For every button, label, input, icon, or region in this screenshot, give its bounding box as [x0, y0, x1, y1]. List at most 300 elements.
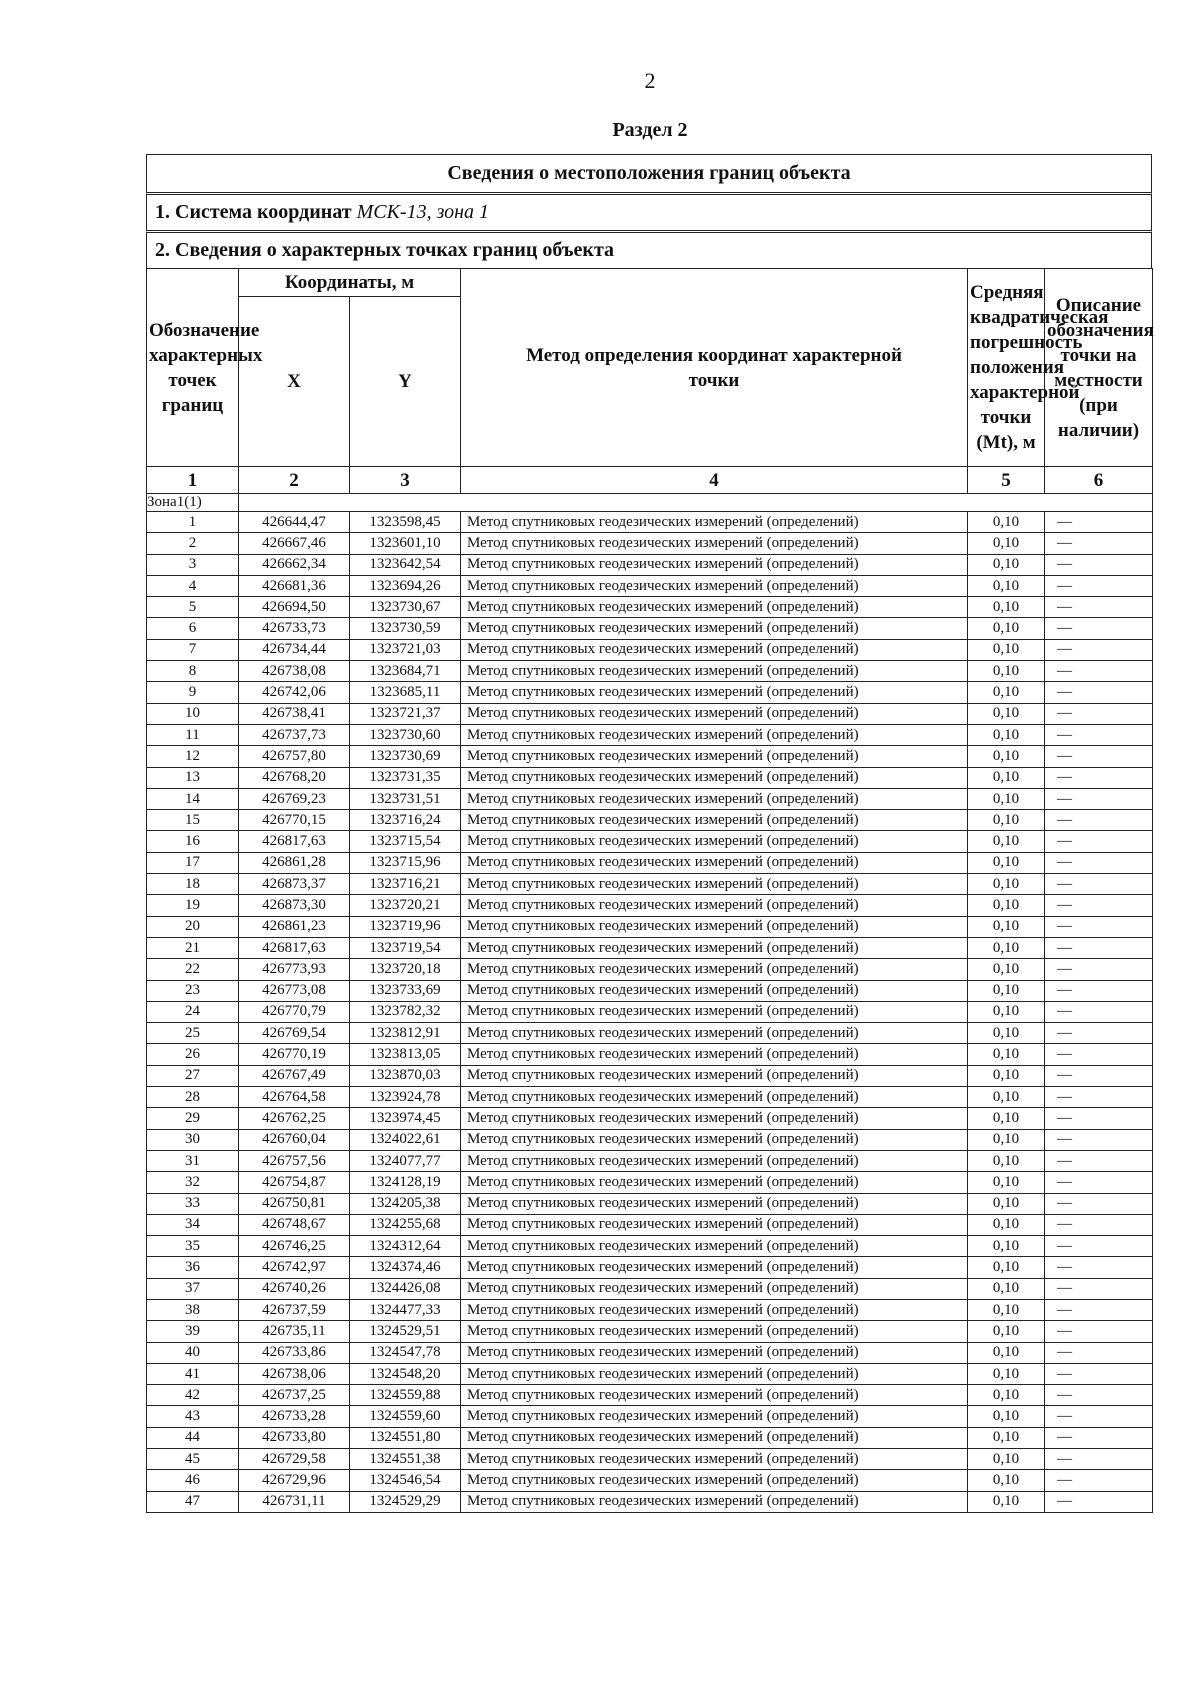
description-cell: —: [1045, 1342, 1153, 1363]
coord-x: 426754,87: [239, 1172, 350, 1193]
accuracy-cell: 0,10: [968, 788, 1045, 809]
column-number: 4: [461, 467, 968, 494]
point-number: 2: [147, 533, 239, 554]
method-cell: Метод спутниковых геодезических измерений (определений): [461, 1406, 968, 1427]
header-method: Метод определения координат характерной точки: [461, 269, 968, 467]
accuracy-cell: 0,10: [968, 1470, 1045, 1491]
description-cell: —: [1045, 1257, 1153, 1278]
description-cell: —: [1045, 1108, 1153, 1129]
method-cell: Метод спутниковых геодезических измерений (определений): [461, 767, 968, 788]
accuracy-cell: 0,10: [968, 895, 1045, 916]
coord-x: 426873,37: [239, 874, 350, 895]
method-cell: Метод спутниковых геодезических измерений (определений): [461, 852, 968, 873]
coord-x: 426748,67: [239, 1214, 350, 1235]
coord-y: 1323720,21: [350, 895, 461, 916]
description-cell: —: [1045, 1278, 1153, 1299]
method-cell: Метод спутниковых геодезических измерений (определений): [461, 512, 968, 533]
method-cell: Метод спутниковых геодезических измерений (определений): [461, 788, 968, 809]
description-cell: —: [1045, 916, 1153, 937]
coord-y: 1323685,11: [350, 682, 461, 703]
coord-x: 426731,11: [239, 1491, 350, 1512]
description-cell: —: [1045, 810, 1153, 831]
method-cell: Метод спутниковых геодезических измерений (определений): [461, 1299, 968, 1320]
coord-x: 426770,79: [239, 1001, 350, 1022]
description-cell: —: [1045, 1087, 1153, 1108]
method-cell: Метод спутниковых геодезических измерений (определений): [461, 1214, 968, 1235]
table-row: [147, 639, 1153, 660]
description-cell: —: [1045, 618, 1153, 639]
accuracy-cell: 0,10: [968, 1044, 1045, 1065]
accuracy-cell: 0,10: [968, 703, 1045, 724]
table-row: [147, 1065, 1153, 1086]
point-number: 27: [147, 1065, 239, 1086]
coord-y: 1323924,78: [350, 1087, 461, 1108]
accuracy-cell: 0,10: [968, 618, 1045, 639]
point-number: 25: [147, 1023, 239, 1044]
coord-y: 1323598,45: [350, 512, 461, 533]
coord-y: 1323715,54: [350, 831, 461, 852]
point-number: 43: [147, 1406, 239, 1427]
description-cell: —: [1045, 1129, 1153, 1150]
description-cell: —: [1045, 554, 1153, 575]
coord-x: 426733,28: [239, 1406, 350, 1427]
point-number: 44: [147, 1427, 239, 1448]
coord-x: 426667,46: [239, 533, 350, 554]
coord-y: 1324559,88: [350, 1385, 461, 1406]
point-number: 3: [147, 554, 239, 575]
coord-x: 426737,25: [239, 1385, 350, 1406]
coord-y: 1324205,38: [350, 1193, 461, 1214]
description-cell: —: [1045, 1427, 1153, 1448]
table-row: [147, 1193, 1153, 1214]
table-row: [147, 937, 1153, 958]
table-row: [147, 575, 1153, 596]
description-cell: —: [1045, 1001, 1153, 1022]
coord-y: 1323730,59: [350, 618, 461, 639]
column-number: 3: [350, 467, 461, 494]
description-cell: —: [1045, 980, 1153, 1001]
point-number: 9: [147, 682, 239, 703]
coord-x: 426737,73: [239, 724, 350, 745]
method-cell: Метод спутниковых геодезических измерений (определений): [461, 959, 968, 980]
coord-y: 1324374,46: [350, 1257, 461, 1278]
description-cell: —: [1045, 533, 1153, 554]
coord-y: 1323601,10: [350, 533, 461, 554]
point-number: 10: [147, 703, 239, 724]
point-number: 19: [147, 895, 239, 916]
coord-y: 1324529,51: [350, 1321, 461, 1342]
column-number: 2: [239, 467, 350, 494]
point-number: 28: [147, 1087, 239, 1108]
point-number: 5: [147, 597, 239, 618]
point-number: 8: [147, 661, 239, 682]
method-cell: Метод спутниковых геодезических измерений (определений): [461, 810, 968, 831]
section-title: Раздел 2: [612, 119, 688, 141]
coord-y: 1324559,60: [350, 1406, 461, 1427]
accuracy-cell: 0,10: [968, 575, 1045, 596]
coord-x: 426734,44: [239, 639, 350, 660]
coord-y: 1324548,20: [350, 1363, 461, 1384]
coord-x: 426729,96: [239, 1470, 350, 1491]
header-x: X: [239, 297, 350, 467]
method-cell: Метод спутниковых геодезических измерений (определений): [461, 874, 968, 895]
method-cell: Метод спутниковых геодезических измерений (определений): [461, 1449, 968, 1470]
method-cell: Метод спутниковых геодезических измерений (определений): [461, 1172, 968, 1193]
coord-x: 426873,30: [239, 895, 350, 916]
table-row: [147, 512, 1153, 533]
description-cell: —: [1045, 703, 1153, 724]
table-row: [147, 1044, 1153, 1065]
method-cell: Метод спутниковых геодезических измерений (определений): [461, 597, 968, 618]
accuracy-cell: 0,10: [968, 1342, 1045, 1363]
accuracy-cell: 0,10: [968, 980, 1045, 1001]
coord-y: 1323721,03: [350, 639, 461, 660]
point-number: 6: [147, 618, 239, 639]
description-cell: —: [1045, 767, 1153, 788]
description-cell: —: [1045, 1470, 1153, 1491]
table-row: [147, 1172, 1153, 1193]
point-number: 38: [147, 1299, 239, 1320]
description-cell: —: [1045, 1236, 1153, 1257]
coord-y: 1323782,32: [350, 1001, 461, 1022]
point-number: 20: [147, 916, 239, 937]
coord-x: 426729,58: [239, 1449, 350, 1470]
accuracy-cell: 0,10: [968, 767, 1045, 788]
table-row: [147, 1491, 1153, 1512]
point-number: 31: [147, 1150, 239, 1171]
accuracy-cell: 0,10: [968, 1129, 1045, 1150]
point-number: 40: [147, 1342, 239, 1363]
description-cell: —: [1045, 1449, 1153, 1470]
points-title-row: [146, 230, 1152, 268]
coord-y: 1324551,80: [350, 1427, 461, 1448]
method-cell: Метод спутниковых геодезических измерений (определений): [461, 618, 968, 639]
coord-y: 1323694,26: [350, 575, 461, 596]
coord-x: 426740,26: [239, 1278, 350, 1299]
coord-x: 426757,80: [239, 746, 350, 767]
coord-x: 426742,06: [239, 682, 350, 703]
method-cell: Метод спутниковых геодезических измерений (определений): [461, 554, 968, 575]
accuracy-cell: 0,10: [968, 1491, 1045, 1512]
method-cell: Метод спутниковых геодезических измерений (определений): [461, 1491, 968, 1512]
accuracy-cell: 0,10: [968, 1065, 1045, 1086]
accuracy-cell: 0,10: [968, 1321, 1045, 1342]
accuracy-cell: 0,10: [968, 1150, 1045, 1171]
table-row: [147, 618, 1153, 639]
point-number: 1: [147, 512, 239, 533]
method-cell: Метод спутниковых геодезических измерений (определений): [461, 639, 968, 660]
table-row: [147, 1278, 1153, 1299]
table-row: [147, 1023, 1153, 1044]
method-cell: Метод спутниковых геодезических измерений (определений): [461, 1001, 968, 1022]
coord-y: 1323812,91: [350, 1023, 461, 1044]
accuracy-cell: 0,10: [968, 1193, 1045, 1214]
table-row: [147, 916, 1153, 937]
coord-y: 1323733,69: [350, 980, 461, 1001]
point-number: 32: [147, 1172, 239, 1193]
table-row: [147, 959, 1153, 980]
table-row: [147, 788, 1153, 809]
coord-y: 1324529,29: [350, 1491, 461, 1512]
coord-x: 426662,34: [239, 554, 350, 575]
description-cell: —: [1045, 575, 1153, 596]
column-number: 1: [147, 467, 239, 494]
point-number: 47: [147, 1491, 239, 1512]
accuracy-cell: 0,10: [968, 1023, 1045, 1044]
description-cell: —: [1045, 682, 1153, 703]
description-cell: —: [1045, 852, 1153, 873]
table-row: [147, 682, 1153, 703]
coord-y: 1324077,77: [350, 1150, 461, 1171]
accuracy-cell: 0,10: [968, 597, 1045, 618]
accuracy-cell: 0,10: [968, 554, 1045, 575]
description-cell: —: [1045, 1193, 1153, 1214]
table-title-text: Сведения о местоположения границ объекта: [447, 162, 851, 184]
coord-x: 426764,58: [239, 1087, 350, 1108]
point-number: 7: [147, 639, 239, 660]
table-row: [147, 1150, 1153, 1171]
method-cell: Метод спутниковых геодезических измерений (определений): [461, 724, 968, 745]
table-row: [147, 1470, 1153, 1491]
points-title: 2. Сведения о характерных точках границ объекта: [155, 239, 615, 261]
coord-y: 1323731,51: [350, 788, 461, 809]
table-row: [147, 895, 1153, 916]
accuracy-cell: 0,10: [968, 1449, 1045, 1470]
description-cell: —: [1045, 639, 1153, 660]
boundary-table-frame: [146, 154, 1152, 1513]
accuracy-cell: 0,10: [968, 959, 1045, 980]
table-row: [147, 1236, 1153, 1257]
coord-x: 426742,97: [239, 1257, 350, 1278]
coord-x: 426770,19: [239, 1044, 350, 1065]
coord-x: 426750,81: [239, 1193, 350, 1214]
point-number: 26: [147, 1044, 239, 1065]
method-cell: Метод спутниковых геодезических измерений (определений): [461, 1044, 968, 1065]
accuracy-cell: 0,10: [968, 1214, 1045, 1235]
coord-y: 1324128,19: [350, 1172, 461, 1193]
coord-y: 1323716,24: [350, 810, 461, 831]
accuracy-cell: 0,10: [968, 639, 1045, 660]
table-row: [147, 1257, 1153, 1278]
coord-x: 426760,04: [239, 1129, 350, 1150]
table-row: [147, 810, 1153, 831]
coord-x: 426738,08: [239, 661, 350, 682]
accuracy-cell: 0,10: [968, 1108, 1045, 1129]
method-cell: Метод спутниковых геодезических измерений (определений): [461, 575, 968, 596]
coord-x: 426769,23: [239, 788, 350, 809]
coord-y: 1323731,35: [350, 767, 461, 788]
coord-x: 426769,54: [239, 1023, 350, 1044]
method-cell: Метод спутниковых геодезических измерений (определений): [461, 703, 968, 724]
accuracy-cell: 0,10: [968, 512, 1045, 533]
method-cell: Метод спутниковых геодезических измерений (определений): [461, 746, 968, 767]
point-number: 16: [147, 831, 239, 852]
table-row: [147, 703, 1153, 724]
coord-y: 1323719,96: [350, 916, 461, 937]
point-number: 17: [147, 852, 239, 873]
coord-x: 426817,63: [239, 831, 350, 852]
description-cell: —: [1045, 1491, 1153, 1512]
method-cell: Метод спутниковых геодезических измерений (определений): [461, 1278, 968, 1299]
table-row: [147, 724, 1153, 745]
method-cell: Метод спутниковых геодезических измерений (определений): [461, 1087, 968, 1108]
coord-x: 426861,28: [239, 852, 350, 873]
points-table: [146, 268, 1153, 1513]
description-cell: —: [1045, 874, 1153, 895]
method-cell: Метод спутниковых геодезических измерений (определений): [461, 980, 968, 1001]
coord-y: 1323721,37: [350, 703, 461, 724]
table-row: [147, 597, 1153, 618]
accuracy-cell: 0,10: [968, 1172, 1045, 1193]
method-cell: Метод спутниковых геодезических измерений (определений): [461, 1342, 968, 1363]
method-cell: Метод спутниковых геодезических измерений (определений): [461, 1150, 968, 1171]
coord-y: 1323730,67: [350, 597, 461, 618]
method-cell: Метод спутниковых геодезических измерений (определений): [461, 1108, 968, 1129]
description-cell: —: [1045, 788, 1153, 809]
accuracy-cell: 0,10: [968, 724, 1045, 745]
table-row: [147, 1321, 1153, 1342]
coord-x: 426644,47: [239, 512, 350, 533]
table-row: [147, 1449, 1153, 1470]
header-coords: Координаты, м: [239, 269, 461, 297]
coord-x: 426768,20: [239, 767, 350, 788]
accuracy-cell: 0,10: [968, 661, 1045, 682]
coord-y: 1324255,68: [350, 1214, 461, 1235]
description-cell: —: [1045, 1385, 1153, 1406]
accuracy-cell: 0,10: [968, 1001, 1045, 1022]
table-row: [147, 554, 1153, 575]
table-row: [147, 661, 1153, 682]
point-number: 13: [147, 767, 239, 788]
zone-label: Зона1(1): [147, 494, 239, 512]
description-cell: —: [1045, 1321, 1153, 1342]
table-row: [147, 767, 1153, 788]
coord-x: 426738,41: [239, 703, 350, 724]
coord-x: 426770,15: [239, 810, 350, 831]
description-cell: —: [1045, 1214, 1153, 1235]
method-cell: Метод спутниковых геодезических измерений (определений): [461, 682, 968, 703]
description-cell: —: [1045, 597, 1153, 618]
table-row: [147, 980, 1153, 1001]
coord-x: 426737,59: [239, 1299, 350, 1320]
point-number: 11: [147, 724, 239, 745]
coord-y: 1324546,54: [350, 1470, 461, 1491]
description-cell: —: [1045, 1044, 1153, 1065]
point-number: 22: [147, 959, 239, 980]
page-number: 2: [644, 68, 656, 93]
accuracy-cell: 0,10: [968, 852, 1045, 873]
accuracy-cell: 0,10: [968, 1299, 1045, 1320]
table-title: [146, 154, 1152, 192]
coord-y: 1323715,96: [350, 852, 461, 873]
method-cell: Метод спутниковых геодезических измерений (определений): [461, 1023, 968, 1044]
method-cell: Метод спутниковых геодезических измерений (определений): [461, 831, 968, 852]
table-row: [147, 852, 1153, 873]
header-designation: Обозначение характерных точек границ: [147, 269, 239, 467]
coord-x: 426733,80: [239, 1427, 350, 1448]
accuracy-cell: 0,10: [968, 937, 1045, 958]
accuracy-cell: 0,10: [968, 1257, 1045, 1278]
description-cell: —: [1045, 1363, 1153, 1384]
accuracy-cell: 0,10: [968, 1278, 1045, 1299]
description-cell: —: [1045, 1299, 1153, 1320]
accuracy-cell: 0,10: [968, 1363, 1045, 1384]
point-number: 36: [147, 1257, 239, 1278]
point-number: 34: [147, 1214, 239, 1235]
coord-y: 1324547,78: [350, 1342, 461, 1363]
accuracy-cell: 0,10: [968, 746, 1045, 767]
point-number: 45: [147, 1449, 239, 1470]
coord-y: 1324426,08: [350, 1278, 461, 1299]
accuracy-cell: 0,10: [968, 874, 1045, 895]
coord-y: 1323813,05: [350, 1044, 461, 1065]
method-cell: Метод спутниковых геодезических измерений (определений): [461, 1385, 968, 1406]
method-cell: Метод спутниковых геодезических измерений (определений): [461, 1129, 968, 1150]
header-y: Y: [350, 297, 461, 467]
method-cell: Метод спутниковых геодезических измерений (определений): [461, 1193, 968, 1214]
description-cell: —: [1045, 831, 1153, 852]
coord-x: 426681,36: [239, 575, 350, 596]
point-number: 46: [147, 1470, 239, 1491]
coord-x: 426767,49: [239, 1065, 350, 1086]
table-row: [147, 1214, 1153, 1235]
method-cell: Метод спутниковых геодезических измерений (определений): [461, 1427, 968, 1448]
method-cell: Метод спутниковых геодезических измерений (определений): [461, 937, 968, 958]
table-row: [147, 1427, 1153, 1448]
coord-x: 426817,63: [239, 937, 350, 958]
description-cell: —: [1045, 512, 1153, 533]
coord-y: 1324312,64: [350, 1236, 461, 1257]
point-number: 18: [147, 874, 239, 895]
point-number: 41: [147, 1363, 239, 1384]
coord-x: 426694,50: [239, 597, 350, 618]
description-cell: —: [1045, 1406, 1153, 1427]
coord-y: 1323974,45: [350, 1108, 461, 1129]
coord-x: 426735,11: [239, 1321, 350, 1342]
coord-y: 1323730,60: [350, 724, 461, 745]
table-row: [147, 1129, 1153, 1150]
column-number: 6: [1045, 467, 1153, 494]
coord-y: 1323716,21: [350, 874, 461, 895]
point-number: 12: [147, 746, 239, 767]
description-cell: —: [1045, 1150, 1153, 1171]
accuracy-cell: 0,10: [968, 916, 1045, 937]
coord-x: 426746,25: [239, 1236, 350, 1257]
accuracy-cell: 0,10: [968, 1385, 1045, 1406]
table-row: [147, 874, 1153, 895]
table-row: [147, 831, 1153, 852]
coord-system-value: МСК-13, зона 1: [356, 201, 490, 223]
coord-x: 426762,25: [239, 1108, 350, 1129]
accuracy-cell: 0,10: [968, 1406, 1045, 1427]
table-row: [147, 1087, 1153, 1108]
description-cell: —: [1045, 1023, 1153, 1044]
coord-x: 426861,23: [239, 916, 350, 937]
point-number: 35: [147, 1236, 239, 1257]
point-number: 33: [147, 1193, 239, 1214]
header-accuracy: Средняя квадратическая погрешность положения характерной точки (Mt), м: [968, 269, 1045, 467]
accuracy-cell: 0,10: [968, 1427, 1045, 1448]
point-number: 21: [147, 937, 239, 958]
coord-x: 426733,73: [239, 618, 350, 639]
description-cell: —: [1045, 746, 1153, 767]
method-cell: Метод спутниковых геодезических измерений (определений): [461, 661, 968, 682]
coord-y: 1323684,71: [350, 661, 461, 682]
point-number: 14: [147, 788, 239, 809]
method-cell: Метод спутниковых геодезических измерений (определений): [461, 1257, 968, 1278]
column-number: 5: [968, 467, 1045, 494]
table-row: [147, 1406, 1153, 1427]
